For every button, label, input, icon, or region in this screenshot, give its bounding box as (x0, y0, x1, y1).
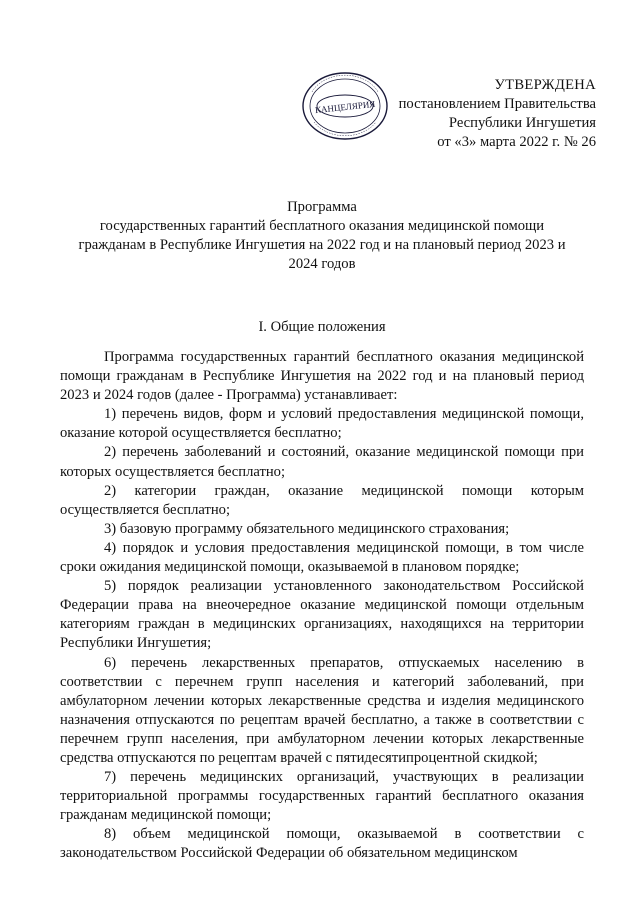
approval-date: от «3» марта 2022 г. № 26 (437, 134, 596, 150)
approval-heading: УТВЕРЖДЕНА (494, 77, 596, 93)
paragraph-intro: Программа государственных гарантий бесплатного оказания медицинской помощи гражданам в Республике Ингушетия на 2022 год и на плановый период 2023 и 2024 годов (далее - Программа) устанавливает: (60, 349, 584, 404)
title-line-4: 2024 годов (288, 256, 356, 272)
approval-authority: Республики Ингушетия (448, 115, 596, 131)
stamp-label: КАНЦЕЛЯРИЯ (314, 98, 376, 116)
document-title (60, 198, 584, 274)
title-line-2: государственных гарантий бесплатного оказания медицинской помощи (99, 218, 545, 234)
approval-block (399, 76, 596, 152)
document-body (60, 348, 584, 864)
paragraph-item: 1) перечень видов, форм и условий предоставления медицинской помощи, оказание которой осуществляется бесплатно; (60, 406, 584, 442)
paragraph-item: 2) перечень заболеваний и состояний, оказание медицинской помощи при которых осуществляется бесплатно; (60, 444, 584, 480)
title-line-3: гражданам в Республике Ингушетия на 2022 год и на плановый период 2023 и (78, 237, 566, 253)
approval-decree: постановлением Правительства (398, 96, 596, 112)
chancellery-stamp (300, 70, 390, 142)
paragraph-item: 2) категории граждан, оказание медицинской помощи которым осуществляется бесплатно; (60, 482, 584, 518)
paragraph-item: 5) порядок реализации установленного законодательством Российской Федерации права на внеочередное оказание медицинской помощи отдельным категориям граждан в медицинских организациях, находящихся на территории Республики Ингушетия; (60, 578, 584, 652)
section-heading: I. Общие положения (258, 319, 386, 335)
paragraph-item: 8) объем медицинской помощи, оказываемой в соответствии с законодательством Российской Федерации об обязательном медицинском (60, 826, 584, 862)
paragraph-item: 6) перечень лекарственных препаратов, отпускаемых населению в соответствии с перечнем групп населения и категорий заболеваний, при амбулаторном лечении которых лекарственные средства и изделия медицинского назначения отпускаются по рецептам врачей бесплатно, а также в соответствии с перечнем групп населения, при амбулаторном лечении которых лекарственные средства отпускаются по рецептам врачей с пятидесятипроцентной скидкой; (60, 654, 584, 766)
paragraph-item: 4) порядок и условия предоставления медицинской помощи, в том числе сроки ожидания медицинской помощи, оказываемой в плановом порядке; (60, 539, 584, 576)
paragraph-item: 3) базовую программу обязательного медицинского страхования; (104, 520, 510, 537)
paragraph-item: 7) перечень медицинских организаций, участвующих в реализации территориальной программы государственных гарантий бесплатного оказания гражданам медицинской помощи; (60, 769, 584, 824)
title-line-1: Программа (287, 199, 357, 215)
